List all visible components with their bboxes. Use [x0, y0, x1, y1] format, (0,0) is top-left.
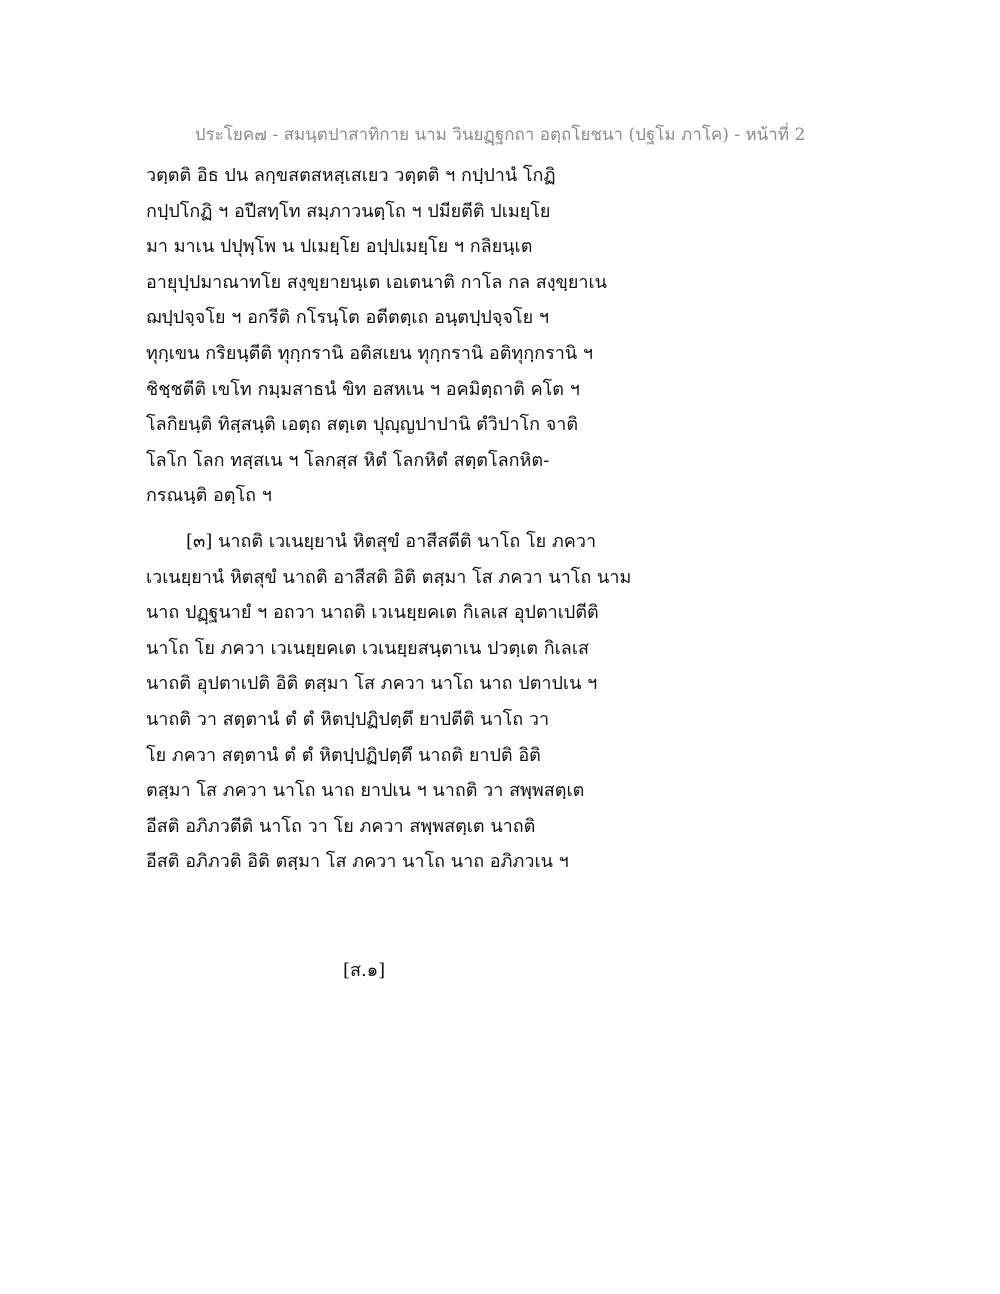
text-line: โลกิยนฺติ ทิสฺสนฺติ เอตฺถ สตฺเต ปุญฺญปาปานิ ตํวิปาโก จาติ	[146, 414, 579, 436]
text-line: นาโถ โย ภควา เวเนยฺยคเต เวเนยฺยสนฺตาเน ปวตฺเต กิเลเส	[146, 637, 589, 659]
text-line: มา มาเน ปปุพฺโพ น ปเมยฺโย อปฺปเมยฺโย ฯ กลิยนฺเต	[146, 236, 533, 258]
text-line: นาถ ปฏฺฐนายํ ฯ อถวา นาถติ เวเนยฺยคเต กิเลเส อุปตาเปตีติ	[146, 602, 599, 624]
page-body	[146, 158, 686, 880]
text-line: อายุปฺปมาณาทโย สงฺขฺยายนฺเต เอเตนาติ กาโล กล สงฺขฺยาเน	[146, 271, 607, 293]
text-line: กปฺปโกฏิ ฯ อปีสทฺโท สมฺภาวนตฺโถ ฯ ปมียตีติ ปเมยฺโย	[146, 200, 551, 222]
text-line: โลโก โลก ทสฺสเน ฯ โลกสฺส หิตํ โลกหิตํ สตฺตโลกหิต-	[146, 449, 550, 471]
text-line: อีสติ อภิภวตีติ นาโถ วา โย ภควา สพฺพสตฺเต นาถติ	[146, 815, 536, 837]
text-line: ชิชฺชตีติ เขโท กมฺมสาธนํ ขิท อสหเน ฯ อคมิตฺถาติ คโต ฯ	[146, 378, 580, 400]
text-line: ทุกฺเขน กริยนฺตีติ ทุกฺกรานิ อติสเยน ทุกฺกรานิ อติทุกฺกรานิ ฯ	[146, 342, 593, 364]
text-line: ฌปฺปจฺจโย ฯ อกรีติ กโรนฺโต อตีตตฺเถ อนฺตปฺปจฺจโย ฯ	[146, 307, 549, 329]
text-line: ตสฺมา โส ภควา นาโถ นาถ ยาปเน ฯ นาถติ วา สพฺพสตฺเต	[146, 780, 585, 802]
text-line: นาถติ วา สตฺตานํ ตํ ตํ หิตปฺปฏิปตฺตึ ยาปตีติ นาโถ วา	[146, 708, 550, 730]
paragraph-2	[146, 524, 686, 880]
text-line: โย ภควา สตฺตานํ ตํ ตํ หิตปฺปฏิปตฺตึ นาถติ ยาปติ อิติ	[146, 744, 541, 766]
text-line: นาถติ อุปตาเปติ อิติ ตสฺมา โส ภควา นาโถ นาถ ปตาปเน ฯ	[146, 673, 598, 695]
text-line: เวเนยฺยานํ หิตสุขํ นาถติ อาสีสติ อิติ ตสฺมา โส ภควา นาโถ นาม	[146, 566, 632, 588]
running-header	[0, 121, 1000, 148]
text-line: วตฺตติ อิธ ปน ลกฺขสตสหสฺเสเยว วตฺตติ ฯ กปฺปานํ โกฏิ	[146, 165, 556, 186]
text-line: [๓] นาถติ เวเนยฺยานํ หิตสุขํ อาสีสตีติ นาโถ โย ภควา	[186, 530, 597, 552]
running-header-text: ประโยค๗ - สมนฺตปาสาทิกาย นาม วินยฏฺฐกถา อตฺถโยชนา (ปฐโม ภาโค) - หน้าที่ 2	[194, 125, 806, 145]
text-line: กรณนฺติ อตฺโถ ฯ	[146, 485, 272, 507]
paragraph-1	[146, 158, 686, 514]
text-line: อีสติ อภิภวติ อิติ ตสฺมา โส ภควา นาโถ นาถ อภิภวเน ฯ	[146, 851, 569, 873]
section-signature: [ส.๑]	[343, 960, 386, 981]
